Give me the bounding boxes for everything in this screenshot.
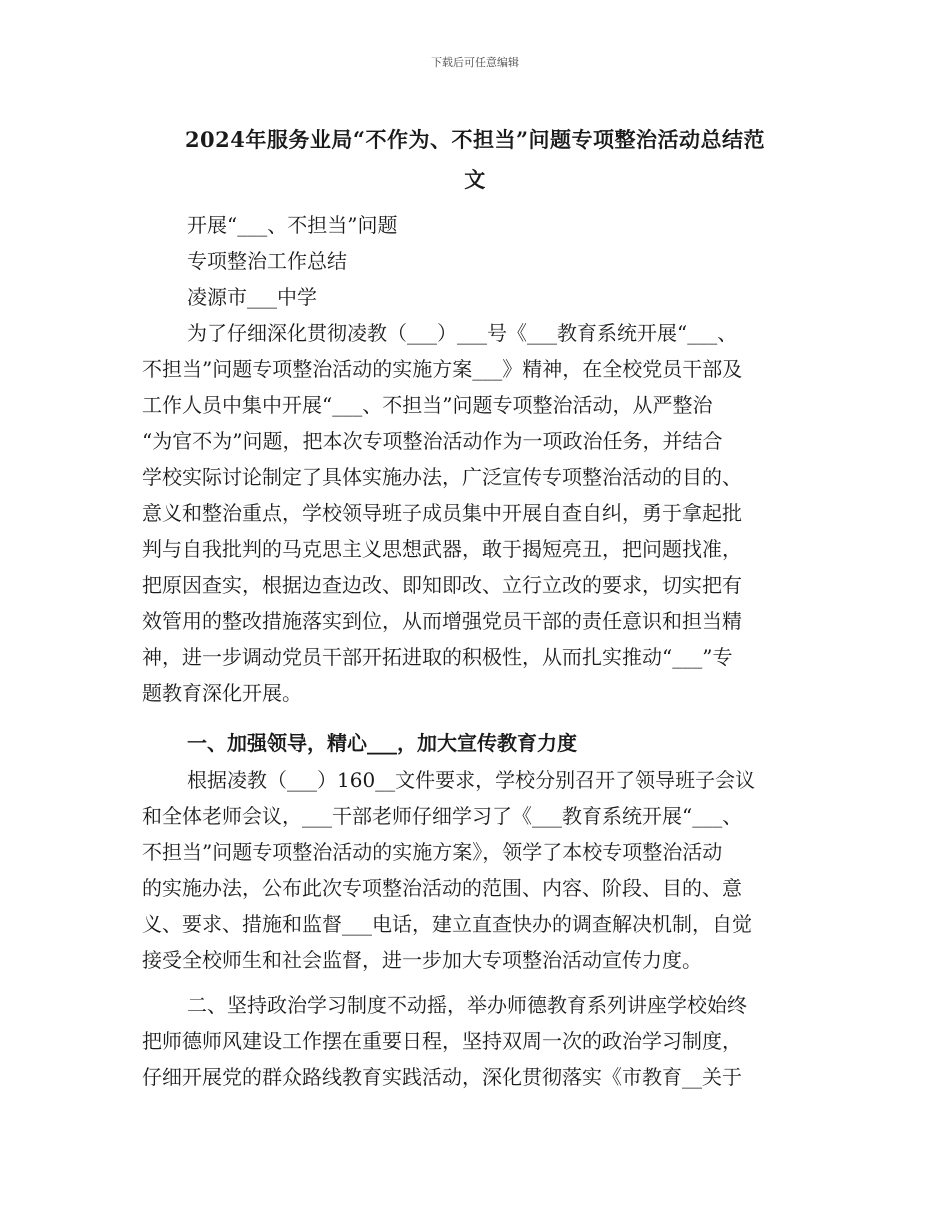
paragraph-line: 把原因查实，根据边查边改、即知即改、立行立改的要求，切实把有 — [142, 573, 742, 597]
title-line-1: 2024年服务业局“不作为、不担当”问题专项整治活动总结范 — [184, 127, 766, 152]
paragraph-line: 的实施办法，公布此次专项整治活动的范围、内容、阶段、目的、意 — [142, 876, 742, 900]
section-heading: 一、加强领导，精心___，加大宣传教育力度 — [187, 731, 577, 755]
intro-line: 专项整治工作总结 — [187, 249, 347, 273]
paragraph-line: 义、要求、措施和监督___电话，建立直查快办的调查解决机制，自觉 — [142, 912, 752, 936]
paragraph-line: 工作人员中集中开展“___、不担当”问题专项整治活动，从严整治 — [142, 393, 713, 417]
paragraph-line: 把师德师风建设工作摆在重要日程，坚持双周一次的政治学习制度， — [142, 1029, 742, 1053]
paragraph-line: 不担当”问题专项整治活动的实施方案___》精神，在全校党员干部及 — [142, 357, 743, 381]
paragraph-line: 效管用的整改措施落实到位，从而增强党员干部的责任意识和担当精 — [142, 609, 742, 633]
paragraph-line: 意义和整治重点，学校领导班子成员集中开展自查自纠，勇于拿起批 — [142, 501, 742, 525]
title-line-2: 文 — [464, 167, 486, 192]
paragraph-line: 不担当”问题专项整治活动的实施方案》，领学了本校专项整治活动 — [142, 840, 723, 864]
intro-line: 凌源市___中学 — [187, 285, 317, 309]
paragraph-line: 根据凌教（___）160__文件要求，学校分别召开了领导班子会议 — [187, 768, 756, 792]
paragraph-line: 接受全校师生和社会监督，进一步加大专项整治活动宣传力度。 — [142, 948, 702, 972]
paragraph-line: “为官不为”问题，把本次专项整治活动作为一项政治任务，并结合 — [142, 429, 723, 453]
paragraph-line: 题教育深化开展。 — [142, 681, 302, 705]
document-title — [150, 120, 800, 200]
paragraph-line: 判与自我批判的马克思主义思想武器，敢于揭短亮丑，把问题找准， — [142, 537, 742, 561]
paragraph-line: 仔细开展党的群众路线教育实践活动，深化贯彻落实《市教育__关于 — [142, 1065, 742, 1089]
paragraph-line: 神，进一步调动党员干部开拓进取的积极性，从而扎实推动“___”专 — [142, 645, 733, 669]
paragraph-line: 学校实际讨论制定了具体实施办法，广泛宣传专项整治活动的目的、 — [142, 465, 742, 489]
header-note: 下载后可任意编辑 — [431, 56, 519, 69]
intro-line: 开展“___、不担当”问题 — [187, 213, 398, 237]
paragraph-line: 为了仔细深化贯彻凌教（___）___号《___教育系统开展“___、 — [187, 321, 738, 345]
paragraph-line: 二、坚持政治学习制度不动摇，举办师德教育系列讲座学校始终 — [187, 993, 747, 1017]
paragraph-line: 和全体老师会议，___干部老师仔细学习了《___教育系统开展“___、 — [142, 804, 743, 828]
